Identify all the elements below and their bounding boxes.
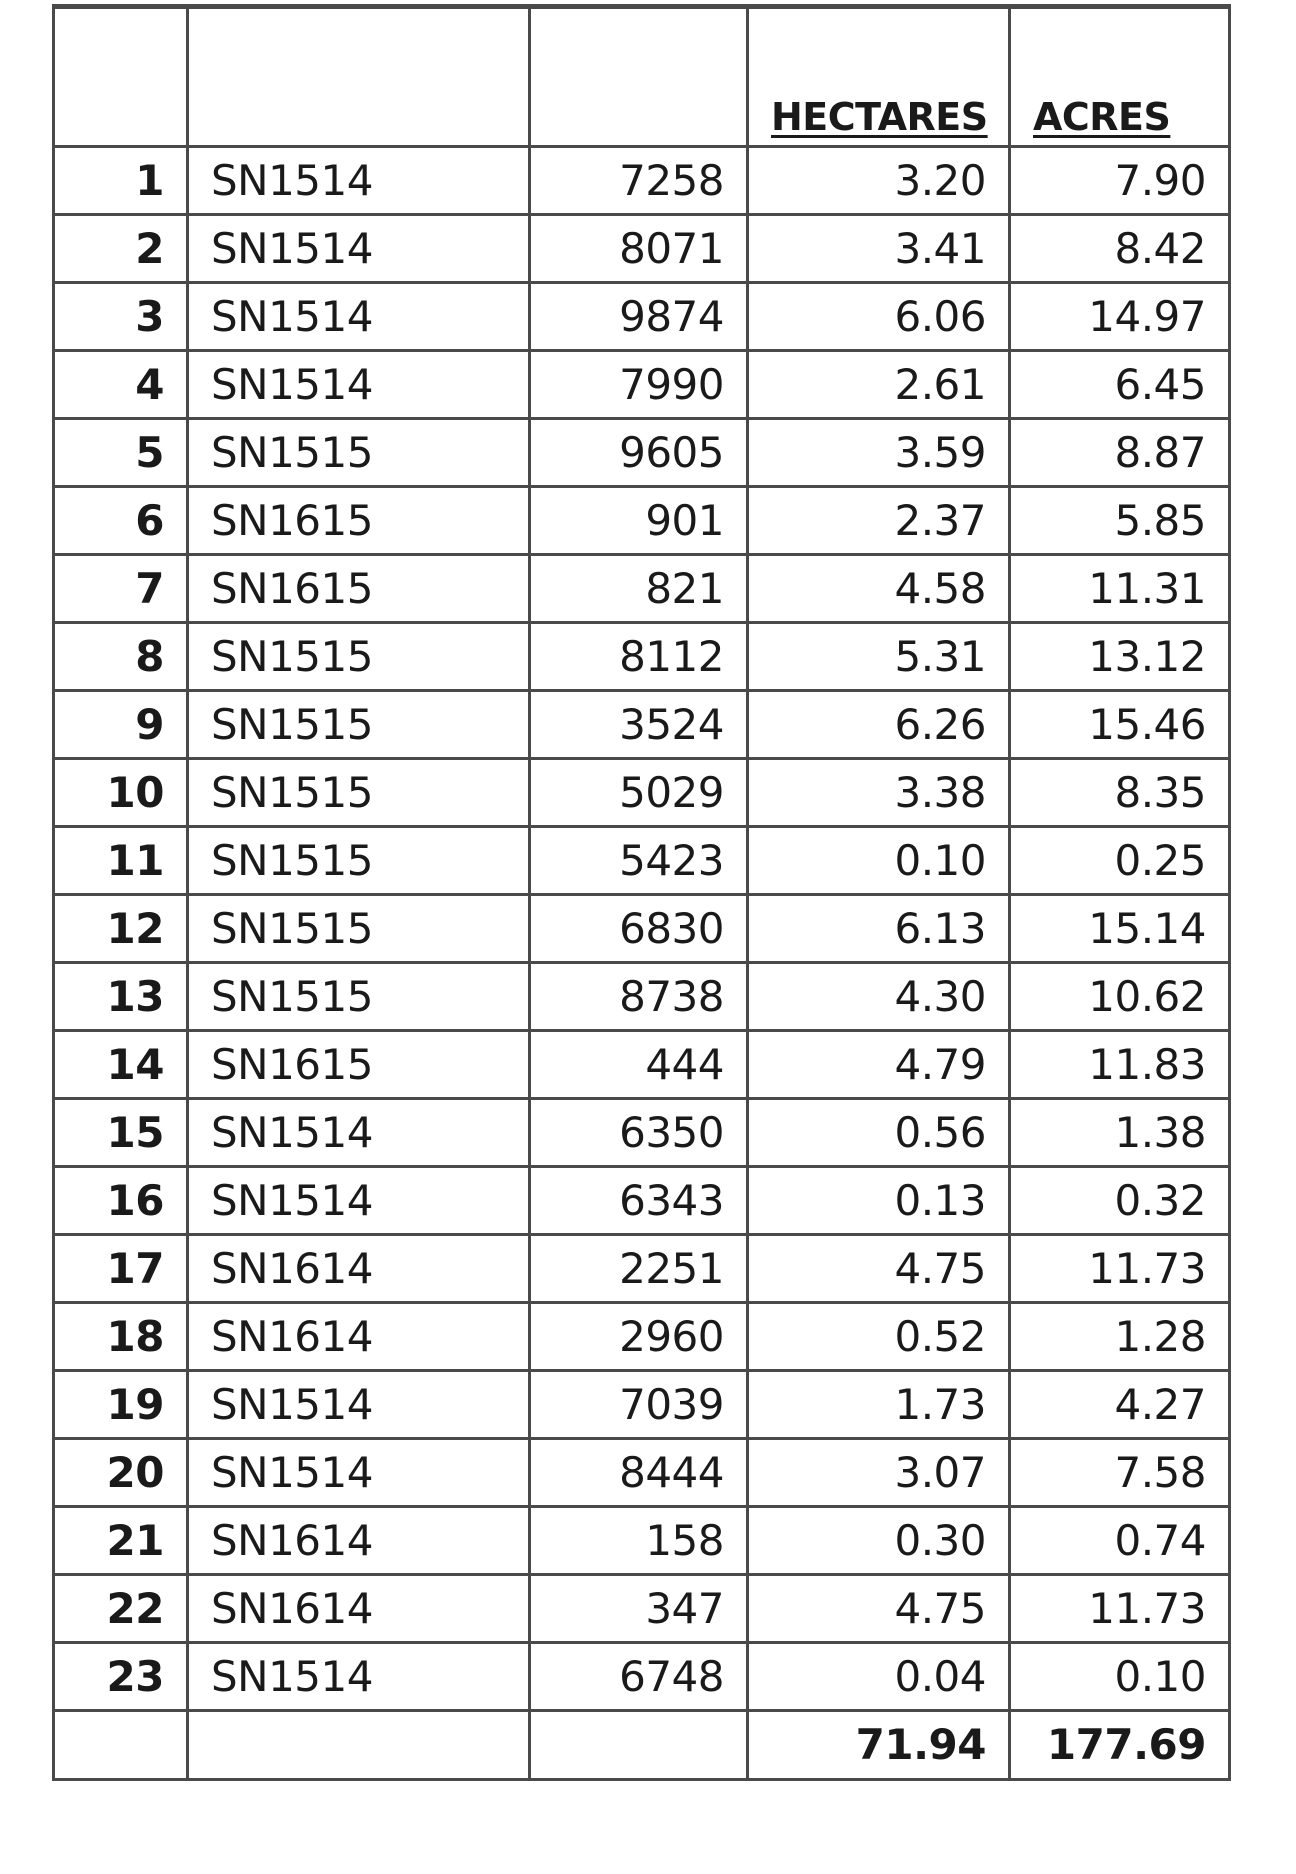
acres-cell: 8.87: [1010, 419, 1230, 487]
row-number-cell: 23: [54, 1643, 188, 1711]
map-sheet-cell: SN1514: [188, 215, 530, 283]
table-row: [54, 419, 1230, 487]
table-row: [54, 283, 1230, 351]
row-number-cell: 20: [54, 1439, 188, 1507]
row-number-cell: 18: [54, 1303, 188, 1371]
parcel-number-cell: 5029: [530, 759, 748, 827]
total-hectares-cell: 71.94: [748, 1711, 1010, 1780]
parcel-number-cell: 9605: [530, 419, 748, 487]
row-number-cell: 17: [54, 1235, 188, 1303]
table-row: [54, 691, 1230, 759]
row-number-cell: 16: [54, 1167, 188, 1235]
land-parcel-table: [52, 4, 1231, 1781]
table-row: [54, 1099, 1230, 1167]
table-row: [54, 1235, 1230, 1303]
row-number-cell: 13: [54, 963, 188, 1031]
parcel-number-cell: 7258: [530, 147, 748, 215]
map-sheet-cell: SN1614: [188, 1507, 530, 1575]
table-row: [54, 1439, 1230, 1507]
hectares-cell: 0.10: [748, 827, 1010, 895]
hectares-cell: 0.04: [748, 1643, 1010, 1711]
table-row: [54, 1575, 1230, 1643]
table-row: [54, 827, 1230, 895]
acres-cell: 11.73: [1010, 1575, 1230, 1643]
row-number-cell: 1: [54, 147, 188, 215]
acres-cell: 8.42: [1010, 215, 1230, 283]
totals-blank-cell-3: [530, 1711, 748, 1780]
row-number-cell: 10: [54, 759, 188, 827]
acres-cell: 1.28: [1010, 1303, 1230, 1371]
acres-cell: 0.25: [1010, 827, 1230, 895]
page-footer-space: [50, 1855, 170, 1865]
acres-cell: 11.73: [1010, 1235, 1230, 1303]
acres-cell: 8.35: [1010, 759, 1230, 827]
row-number-cell: 11: [54, 827, 188, 895]
land-schedule-sheet: [52, 4, 1228, 1781]
hectares-cell: 4.30: [748, 963, 1010, 1031]
map-sheet-cell: SN1514: [188, 1643, 530, 1711]
total-acres-cell: 177.69: [1010, 1711, 1230, 1780]
table-row: [54, 147, 1230, 215]
row-number-cell: 7: [54, 555, 188, 623]
table-row: [54, 759, 1230, 827]
map-sheet-cell: SN1614: [188, 1235, 530, 1303]
hectares-cell: 3.38: [748, 759, 1010, 827]
header-parcel-cell: [530, 7, 748, 147]
acres-column-header: ACRES: [1033, 95, 1171, 139]
acres-cell: 0.32: [1010, 1167, 1230, 1235]
table-row: [54, 963, 1230, 1031]
table-row: [54, 1643, 1230, 1711]
map-sheet-cell: SN1515: [188, 691, 530, 759]
hectares-cell: 4.79: [748, 1031, 1010, 1099]
parcel-number-cell: 6830: [530, 895, 748, 963]
hectares-cell: 5.31: [748, 623, 1010, 691]
totals-blank-cell-1: [54, 1711, 188, 1780]
row-number-cell: 22: [54, 1575, 188, 1643]
parcel-number-cell: 901: [530, 487, 748, 555]
header-hectares-cell: [748, 7, 1010, 147]
map-sheet-cell: SN1615: [188, 555, 530, 623]
row-number-cell: 4: [54, 351, 188, 419]
acres-cell: 11.31: [1010, 555, 1230, 623]
parcel-number-cell: 8112: [530, 623, 748, 691]
map-sheet-cell: SN1615: [188, 487, 530, 555]
hectares-cell: 6.06: [748, 283, 1010, 351]
hectares-cell: 1.73: [748, 1371, 1010, 1439]
table-row: [54, 487, 1230, 555]
table-row: [54, 1031, 1230, 1099]
parcel-number-cell: 7039: [530, 1371, 748, 1439]
row-number-cell: 8: [54, 623, 188, 691]
table-row: [54, 555, 1230, 623]
parcel-number-cell: 8071: [530, 215, 748, 283]
map-sheet-cell: SN1514: [188, 1167, 530, 1235]
acres-cell: 0.74: [1010, 1507, 1230, 1575]
hectares-cell: 0.52: [748, 1303, 1010, 1371]
row-number-cell: 6: [54, 487, 188, 555]
table-header-row: [54, 7, 1230, 147]
acres-cell: 11.83: [1010, 1031, 1230, 1099]
hectares-cell: 0.56: [748, 1099, 1010, 1167]
acres-cell: 0.10: [1010, 1643, 1230, 1711]
map-sheet-cell: SN1515: [188, 759, 530, 827]
parcel-number-cell: 2251: [530, 1235, 748, 1303]
acres-cell: 15.14: [1010, 895, 1230, 963]
hectares-cell: 6.26: [748, 691, 1010, 759]
hectares-cell: 3.20: [748, 147, 1010, 215]
acres-cell: 15.46: [1010, 691, 1230, 759]
table-row: [54, 623, 1230, 691]
hectares-cell: 4.75: [748, 1575, 1010, 1643]
hectares-cell: 4.58: [748, 555, 1010, 623]
table-row: [54, 215, 1230, 283]
map-sheet-cell: SN1614: [188, 1575, 530, 1643]
parcel-number-cell: 3524: [530, 691, 748, 759]
map-sheet-cell: SN1514: [188, 1371, 530, 1439]
map-sheet-cell: SN1515: [188, 963, 530, 1031]
row-number-cell: 2: [54, 215, 188, 283]
row-number-cell: 19: [54, 1371, 188, 1439]
map-sheet-cell: SN1515: [188, 827, 530, 895]
map-sheet-cell: SN1514: [188, 351, 530, 419]
parcel-number-cell: 6343: [530, 1167, 748, 1235]
header-sheet-cell: [188, 7, 530, 147]
table-row: [54, 1167, 1230, 1235]
map-sheet-cell: SN1515: [188, 895, 530, 963]
parcel-number-cell: 6748: [530, 1643, 748, 1711]
acres-cell: 13.12: [1010, 623, 1230, 691]
table-row: [54, 895, 1230, 963]
acres-cell: 10.62: [1010, 963, 1230, 1031]
row-number-cell: 9: [54, 691, 188, 759]
parcel-number-cell: 2960: [530, 1303, 748, 1371]
map-sheet-cell: SN1515: [188, 419, 530, 487]
hectares-cell: 3.59: [748, 419, 1010, 487]
hectares-cell: 3.07: [748, 1439, 1010, 1507]
acres-cell: 14.97: [1010, 283, 1230, 351]
hectares-cell: 4.75: [748, 1235, 1010, 1303]
parcel-number-cell: 9874: [530, 283, 748, 351]
table-row: [54, 351, 1230, 419]
table-row: [54, 1371, 1230, 1439]
table-row: [54, 1507, 1230, 1575]
totals-blank-cell-2: [188, 1711, 530, 1780]
parcel-number-cell: 7990: [530, 351, 748, 419]
hectares-cell: 6.13: [748, 895, 1010, 963]
map-sheet-cell: SN1515: [188, 623, 530, 691]
row-number-cell: 12: [54, 895, 188, 963]
parcel-number-cell: 5423: [530, 827, 748, 895]
hectares-column-header: HECTARES: [771, 95, 988, 139]
map-sheet-cell: SN1514: [188, 1099, 530, 1167]
hectares-cell: 3.41: [748, 215, 1010, 283]
hectares-cell: 0.30: [748, 1507, 1010, 1575]
acres-cell: 7.90: [1010, 147, 1230, 215]
acres-cell: 5.85: [1010, 487, 1230, 555]
map-sheet-cell: SN1514: [188, 1439, 530, 1507]
parcel-number-cell: 158: [530, 1507, 748, 1575]
hectares-cell: 2.37: [748, 487, 1010, 555]
map-sheet-cell: SN1614: [188, 1303, 530, 1371]
acres-cell: 6.45: [1010, 351, 1230, 419]
map-sheet-cell: SN1514: [188, 147, 530, 215]
header-number-cell: [54, 7, 188, 147]
hectares-cell: 0.13: [748, 1167, 1010, 1235]
map-sheet-cell: SN1514: [188, 283, 530, 351]
parcel-number-cell: 8738: [530, 963, 748, 1031]
parcel-number-cell: 444: [530, 1031, 748, 1099]
acres-cell: 7.58: [1010, 1439, 1230, 1507]
row-number-cell: 14: [54, 1031, 188, 1099]
header-acres-cell: [1010, 7, 1230, 147]
parcel-number-cell: 8444: [530, 1439, 748, 1507]
row-number-cell: 15: [54, 1099, 188, 1167]
parcel-number-cell: 821: [530, 555, 748, 623]
totals-row: [54, 1711, 1230, 1780]
parcel-number-cell: 6350: [530, 1099, 748, 1167]
hectares-cell: 2.61: [748, 351, 1010, 419]
table-row: [54, 1303, 1230, 1371]
row-number-cell: 21: [54, 1507, 188, 1575]
acres-cell: 1.38: [1010, 1099, 1230, 1167]
row-number-cell: 5: [54, 419, 188, 487]
map-sheet-cell: SN1615: [188, 1031, 530, 1099]
row-number-cell: 3: [54, 283, 188, 351]
parcel-number-cell: 347: [530, 1575, 748, 1643]
acres-cell: 4.27: [1010, 1371, 1230, 1439]
